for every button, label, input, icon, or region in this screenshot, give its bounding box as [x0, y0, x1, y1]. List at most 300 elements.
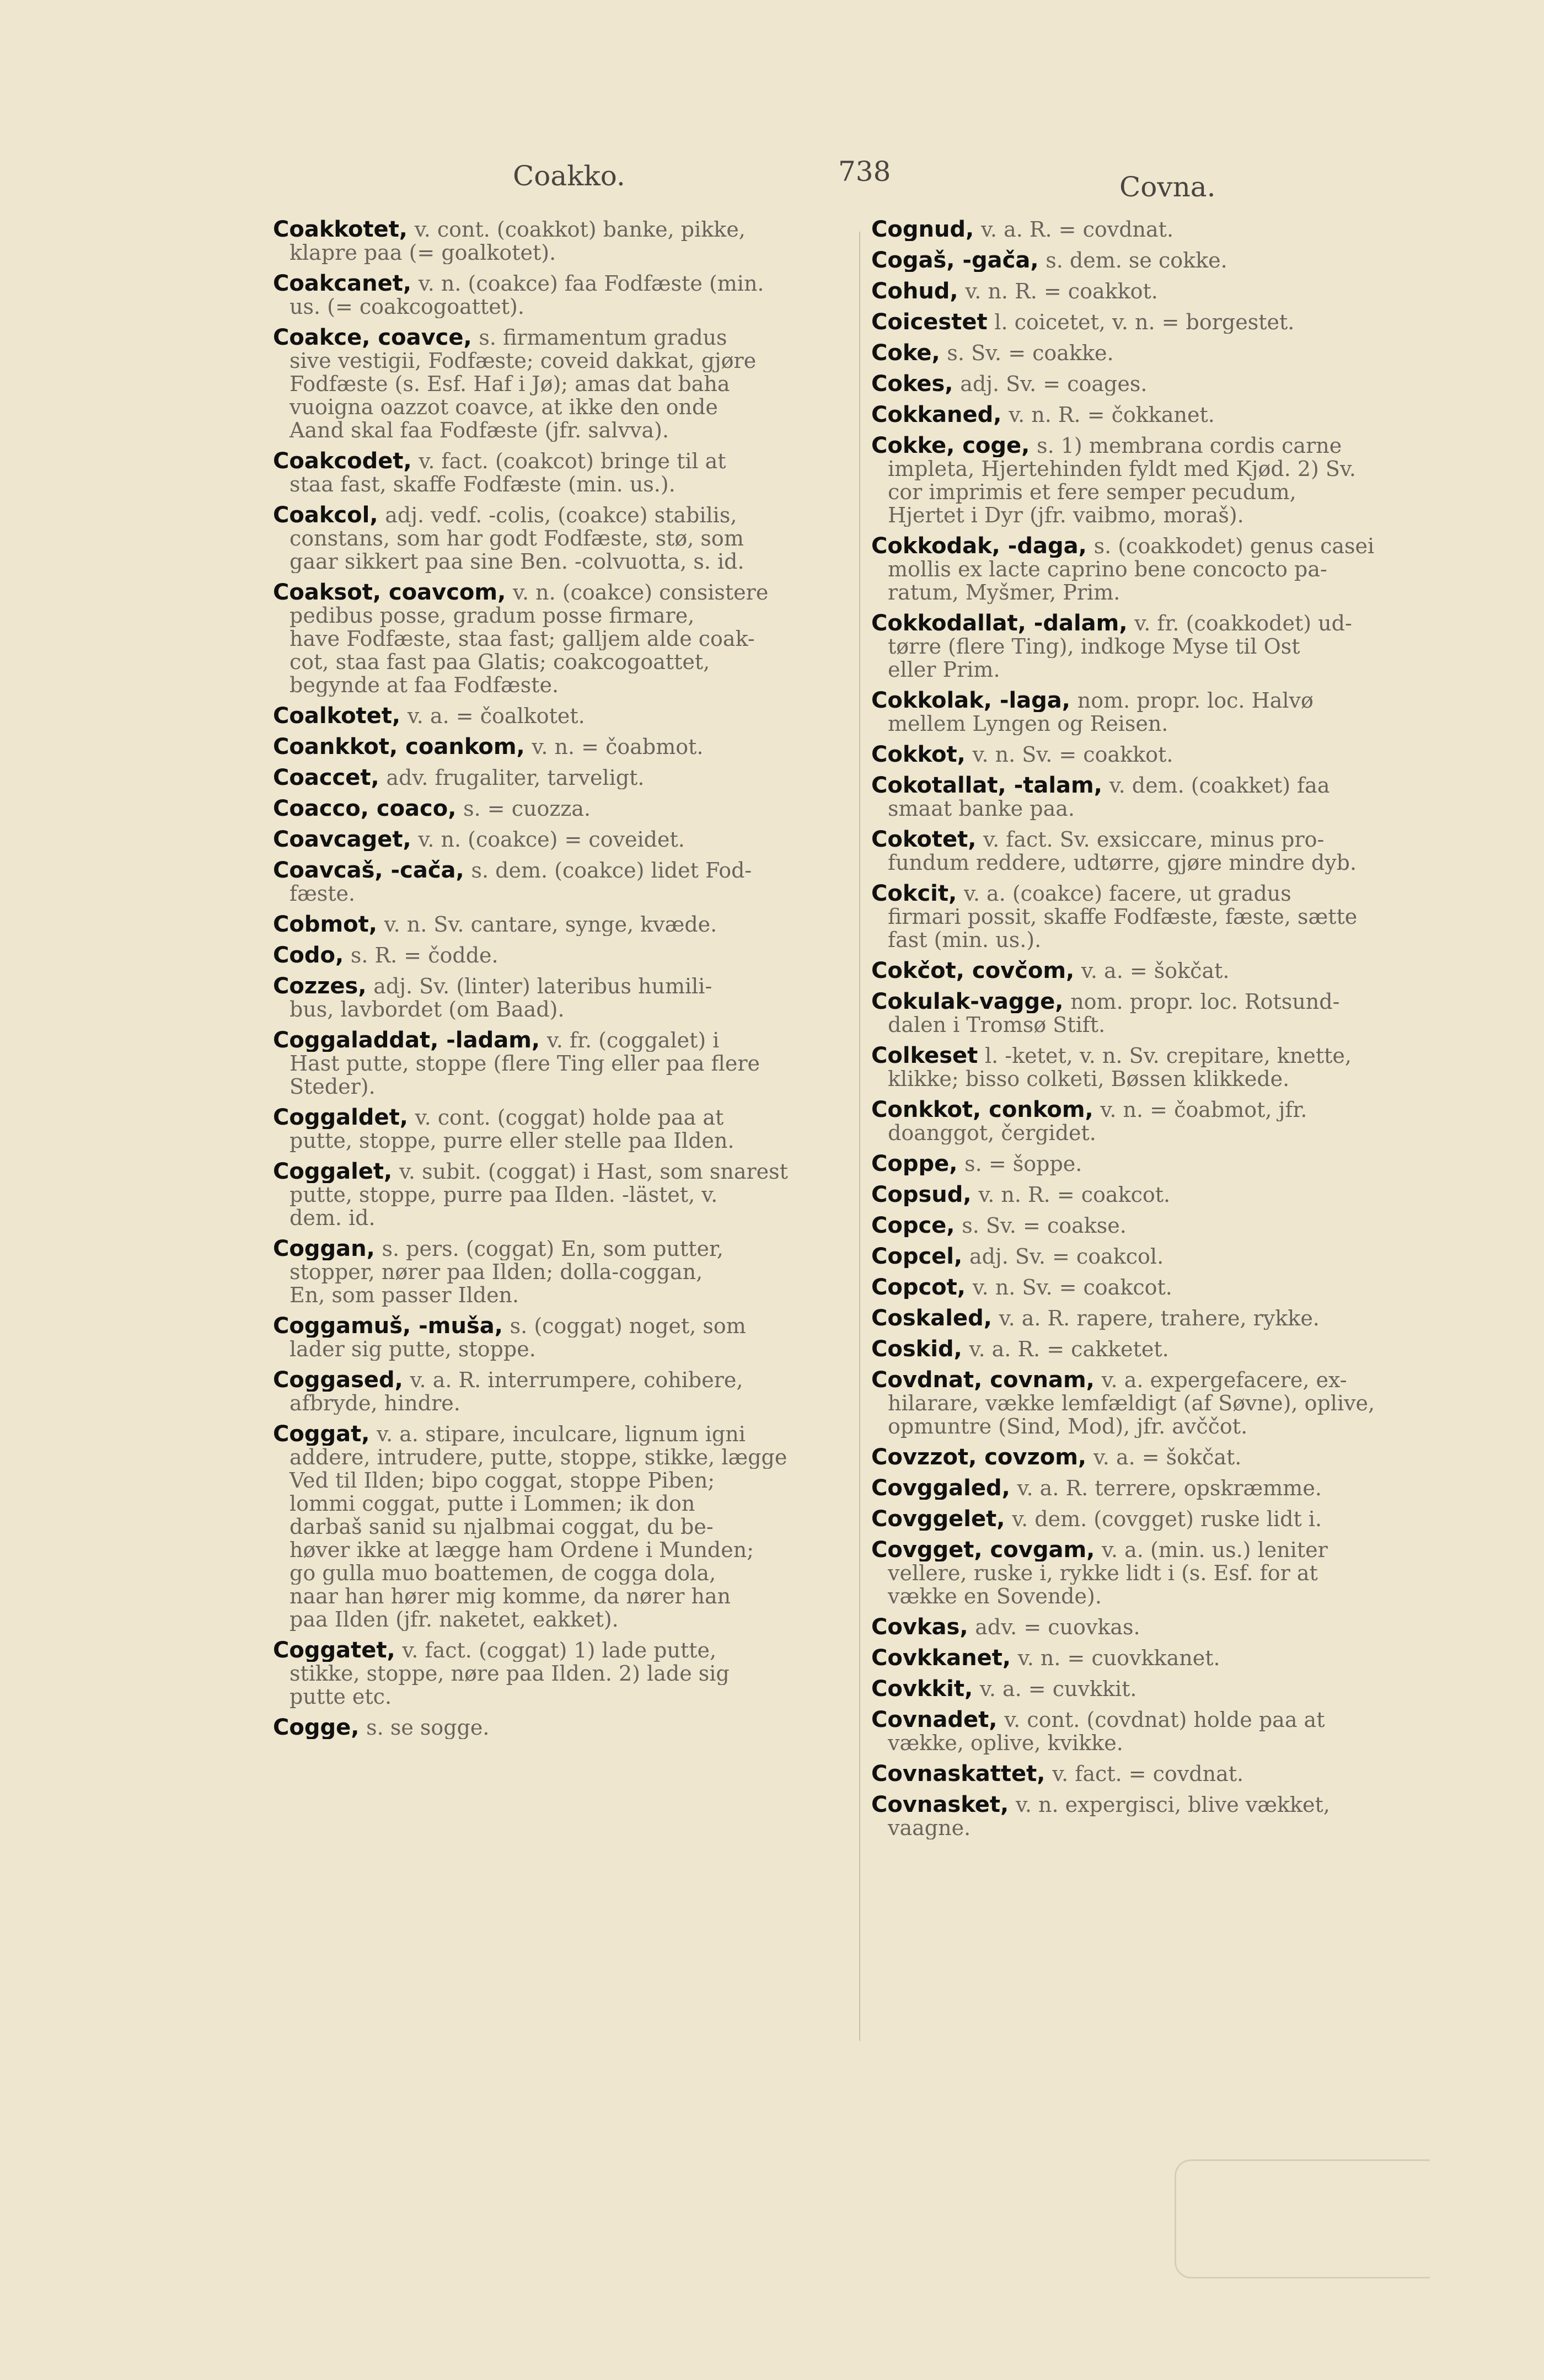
entry-headword: Covkkanet, [871, 1646, 1011, 1670]
entry-first-line [273, 859, 852, 882]
page-edge-tab [1175, 2159, 1430, 2279]
entry-definition-text: bus, lavbordet (om Baad). [290, 998, 565, 1021]
entry-definition-text: constans, som har godt Fodfæste, stø, som [290, 527, 744, 550]
entry-headword: Copcel, [871, 1245, 963, 1268]
entry-continuation-line [871, 1731, 1445, 1755]
entry-definition-text: sive vestigii, Fodfæste; coveid dakkat, gjøre [290, 349, 757, 372]
entry-continuation-line [273, 1338, 852, 1361]
entry-definition-text: staa fast, skaffe Fodfæste (min. us.). [290, 473, 675, 496]
entry-definition-text: paa Ilden (jfr. naketet, eakket). [290, 1608, 619, 1631]
entry-definition-text: nom. propr. loc. Halvø [1077, 689, 1314, 712]
entry-definition-text: s. 1) membrana cordis carne [1037, 434, 1342, 457]
entry-definition-text: v. n. expergisci, blive vækket, [1015, 1793, 1330, 1816]
entry-continuation-line [871, 1121, 1445, 1144]
entry-first-line [273, 797, 852, 820]
dictionary-entry [871, 403, 1445, 426]
entry-definition-text: Hast putte, stoppe (flere Ting eller paa flere [290, 1052, 760, 1075]
entry-definition-text: Steder). [290, 1075, 376, 1098]
entry-continuation-line [273, 1129, 852, 1152]
entry-headword: Covnaskattet, [871, 1762, 1046, 1785]
entry-continuation-line [871, 1415, 1445, 1438]
entry-definition-text: Ved til Ilden; bipo coggat, stoppe Piben; [290, 1469, 715, 1492]
entry-headword: Covzzot, covzom, [871, 1446, 1087, 1469]
dictionary-entry [273, 944, 852, 967]
entry-continuation-line [273, 1075, 852, 1098]
entry-first-line [871, 1793, 1445, 1816]
entry-definition-text: v. a. (coakce) facere, ut gradus [963, 882, 1291, 905]
entry-headword: Cokotet, [871, 828, 977, 851]
dictionary-entry [273, 828, 852, 851]
entry-headword: Cogge, [273, 1716, 360, 1739]
dictionary-entry [273, 1160, 852, 1229]
entry-continuation-line [871, 504, 1445, 527]
entry-definition-text: Hjertet i Dyr (jfr. vaibmo, moraš). [888, 504, 1244, 527]
entry-first-line [273, 1160, 852, 1183]
entry-definition-text: v. a. R. rapere, trahere, rykke. [999, 1307, 1320, 1330]
entry-definition-text: v. cont. (coggat) holde paa at [415, 1106, 724, 1129]
entry-definition-text: begynde at faa Fodfæste. [290, 673, 559, 697]
dictionary-entry [871, 1762, 1445, 1785]
entry-headword: Cokkaned, [871, 403, 1002, 426]
entry-definition-text: v. fact. = covdnat. [1052, 1762, 1244, 1785]
entry-headword: Codo, [273, 944, 344, 967]
entry-definition-text: fæste. [290, 882, 356, 905]
entry-continuation-line [273, 372, 852, 395]
dictionary-entry [871, 1276, 1445, 1299]
entry-continuation-line [871, 928, 1445, 951]
entry-definition-text: l. coicetet, v. n. = borgestet. [994, 311, 1295, 334]
page-header [0, 149, 1544, 203]
entry-headword: Coggaldet, [273, 1106, 408, 1129]
entry-headword: Covnasket, [871, 1793, 1009, 1816]
dictionary-entry [871, 249, 1445, 272]
entry-definition-text: v. n. (coakce) faa Fodfæste (min. [418, 272, 764, 295]
entry-definition-text: v. a. = šokčat. [1093, 1446, 1242, 1469]
entry-continuation-line [273, 550, 852, 573]
entry-continuation-line [871, 1392, 1445, 1415]
dictionary-entry [871, 743, 1445, 766]
entry-continuation-line [273, 419, 852, 442]
dictionary-entry [871, 1446, 1445, 1469]
entry-first-line [273, 1422, 852, 1446]
entry-headword: Cognud, [871, 218, 974, 241]
entry-continuation-line [871, 905, 1445, 928]
entry-definition-text: pedibus posse, gradum posse firmare, [290, 604, 695, 627]
entry-definition-text: impleta, Hjertehinden fyldt med Kjød. 2) Sv. [888, 457, 1357, 480]
entry-continuation-line [273, 1446, 852, 1469]
entry-continuation-line [273, 1183, 852, 1206]
dictionary-entry [273, 913, 852, 936]
entry-definition-text: fast (min. us.). [888, 928, 1042, 951]
entry-continuation-line [273, 627, 852, 650]
dictionary-entry [871, 1098, 1445, 1144]
entry-first-line [273, 1106, 852, 1129]
entry-continuation-line [871, 851, 1445, 874]
entry-continuation-line [273, 241, 852, 264]
entry-definition-text: mellem Lyngen og Reisen. [888, 712, 1168, 735]
entry-headword: Coicestet [871, 311, 988, 334]
entry-continuation-line [273, 1469, 852, 1492]
dictionary-entry [273, 504, 852, 573]
entry-definition-text: v. n. Sv. = coakcot. [972, 1276, 1172, 1299]
dictionary-entry [871, 959, 1445, 982]
entry-definition-text: høver ikke at lægge ham Ordene i Munden; [290, 1538, 754, 1561]
entry-definition-text: En, som passer Ilden. [290, 1283, 519, 1307]
dictionary-entry [273, 1106, 852, 1152]
entry-headword: Cohud, [871, 280, 958, 303]
entry-first-line [871, 1762, 1445, 1785]
dictionary-entry [273, 975, 852, 1021]
entry-definition-text: s. pers. (coggat) En, som putter, [382, 1237, 724, 1260]
entry-definition-text: v. dem. (coakket) faa [1109, 774, 1330, 797]
entry-continuation-line [273, 1206, 852, 1229]
entry-definition-text: us. (= coakcogoattet). [290, 295, 524, 318]
entry-definition-text: v. fr. (coggalet) i [546, 1029, 720, 1052]
dictionary-entry [273, 1029, 852, 1098]
entry-definition-text: v. n. = čoabmot. [532, 735, 704, 758]
entry-first-line [871, 828, 1445, 851]
entry-definition-text: v. n. Sv. = coakkot. [972, 743, 1173, 766]
entry-definition-text: v. a. = cuvkkit. [979, 1677, 1137, 1700]
dictionary-entry [871, 434, 1445, 527]
entry-first-line [273, 326, 852, 349]
dictionary-entry [871, 990, 1445, 1036]
entry-definition-text: stikke, stoppe, nøre paa Ilden. 2) lade sig [290, 1662, 730, 1685]
dictionary-entry [273, 272, 852, 318]
dictionary-entry [871, 1646, 1445, 1670]
entry-first-line [273, 581, 852, 604]
entry-definition-text: s. Sv. = coakke. [947, 341, 1114, 365]
entry-first-line [871, 1368, 1445, 1392]
entry-definition-text: v. fact. (coggat) 1) lade putte, [402, 1639, 717, 1662]
entry-continuation-line [871, 581, 1445, 604]
entry-definition-text: vække en Sovende). [888, 1585, 1102, 1608]
dictionary-entry [871, 1793, 1445, 1839]
dictionary-entry [871, 1044, 1445, 1090]
entry-first-line [871, 743, 1445, 766]
entry-definition-text: putte, stoppe, purre eller stelle paa Ilden. [290, 1129, 735, 1152]
dictionary-entry [273, 1716, 852, 1739]
entry-definition-text: vække, oplive, kvikke. [888, 1731, 1123, 1755]
entry-definition-text: s. = šoppe. [964, 1152, 1082, 1175]
entry-definition-text: s. dem. se cokke. [1046, 249, 1227, 272]
entry-definition-text: ratum, Myšmer, Prim. [888, 581, 1121, 604]
dictionary-entry [273, 1368, 852, 1415]
dictionary-entry [273, 797, 852, 820]
entry-definition-text: eller Prim. [888, 658, 1000, 681]
header-right-guideword: Covna. [1119, 171, 1216, 203]
entry-headword: Cokčot, covčom, [871, 959, 1075, 982]
entry-definition-text: doanggot, čergidet. [888, 1121, 1096, 1144]
entry-definition-text: v. a. R. terrere, opskræmme. [1017, 1477, 1322, 1500]
entry-definition-text: tørre (flere Ting), indkoge Myse til Ost [888, 635, 1300, 658]
entry-definition-text: v. subit. (coggat) i Hast, som snarest [399, 1160, 788, 1183]
dictionary-entry [871, 311, 1445, 334]
dictionary-entry [871, 1214, 1445, 1237]
entry-definition-text: s. Sv. = coakse. [962, 1214, 1127, 1237]
entry-continuation-line [871, 712, 1445, 735]
entry-definition-text: v. a. stipare, inculcare, lignum igni [377, 1422, 746, 1446]
entry-definition-text: s. (coggat) noget, som [510, 1314, 746, 1338]
header-left-guideword: Coakko. [513, 160, 625, 192]
entry-definition-text: v. n. Sv. cantare, synge, kvæde. [384, 913, 717, 936]
column-divider [859, 232, 860, 2041]
entry-headword: Covkas, [871, 1616, 968, 1639]
entry-definition-text: putte etc. [290, 1685, 392, 1708]
entry-first-line [273, 975, 852, 998]
entry-first-line [273, 272, 852, 295]
entry-headword: Coavcaget, [273, 828, 411, 851]
entry-definition-text: s. R. = čodde. [350, 944, 498, 967]
entry-definition-text: v. n. R. = coakkot. [965, 280, 1158, 303]
entry-continuation-line [273, 1685, 852, 1708]
entry-definition-text: hilarare, vække lemfældigt (af Søvne), oplive, [888, 1392, 1375, 1415]
entry-headword: Copsud, [871, 1183, 972, 1206]
entry-headword: Coggat, [273, 1422, 370, 1446]
entry-first-line [871, 689, 1445, 712]
entry-definition-text: v. cont. (covdnat) holde paa at [1004, 1708, 1325, 1731]
entry-first-line [871, 990, 1445, 1013]
entry-continuation-line [871, 480, 1445, 504]
entry-first-line [273, 766, 852, 789]
entry-definition-text: Fodfæste (s. Esf. Haf i Jø); amas dat baha [290, 372, 730, 395]
entry-first-line [871, 612, 1445, 635]
dictionary-entry [871, 1616, 1445, 1639]
entry-headword: Coaccet, [273, 766, 379, 789]
dictionary-entry [273, 859, 852, 905]
entry-first-line [273, 735, 852, 758]
entry-definition-text: fundum reddere, udtørre, gjøre mindre dyb. [888, 851, 1357, 874]
entry-definition-text: v. a. (min. us.) leniter [1102, 1538, 1328, 1561]
right-column [871, 218, 1445, 1847]
entry-first-line [871, 434, 1445, 457]
entry-definition-text: adj. Sv. = coages. [960, 372, 1148, 395]
entry-definition-text: s. (coakkodet) genus casei [1093, 534, 1375, 558]
entry-definition-text: v. a. R. = cakketet. [969, 1338, 1169, 1361]
entry-first-line [871, 249, 1445, 272]
entry-definition-text: gaar sikkert paa sine Ben. -colvuotta, s. id. [290, 550, 744, 573]
dictionary-entry [871, 882, 1445, 951]
entry-definition-text: v. a. R. interrumpere, cohibere, [410, 1368, 743, 1392]
entry-continuation-line [273, 1392, 852, 1415]
entry-definition-text: s. firmamentum gradus [479, 326, 727, 349]
entry-headword: Cogaš, -gača, [871, 249, 1039, 272]
entry-definition-text: darbaš sanid su njalbmai coggat, du be- [290, 1515, 714, 1538]
entry-continuation-line [871, 1013, 1445, 1036]
entry-continuation-line [273, 1283, 852, 1307]
entry-definition-text: vaagne. [888, 1816, 971, 1839]
dictionary-entry [871, 534, 1445, 604]
entry-definition-text: v. fact. Sv. exsiccare, minus pro- [983, 828, 1325, 851]
entry-first-line [871, 534, 1445, 558]
dictionary-entry [871, 1677, 1445, 1700]
entry-headword: Coke, [871, 341, 940, 365]
entry-first-line [871, 959, 1445, 982]
entry-continuation-line [273, 1492, 852, 1515]
entry-headword: Cozzes, [273, 975, 367, 998]
entry-headword: Colkeset [871, 1044, 978, 1067]
entry-first-line [273, 944, 852, 967]
entry-definition-text: vellere, ruske i, rykke lidt i (s. Esf. for at [888, 1561, 1318, 1585]
dictionary-entry [871, 689, 1445, 735]
entry-headword: Coggalet, [273, 1160, 393, 1183]
entry-definition-text: v. a. expergefacere, ex- [1101, 1368, 1347, 1392]
entry-headword: Coaksot, coavcom, [273, 581, 506, 604]
entry-headword: Covgget, covgam, [871, 1538, 1095, 1561]
entry-definition-text: s. = cuozza. [463, 797, 591, 820]
entry-definition-text: v. cont. (coakkot) banke, pikke, [414, 218, 746, 241]
entry-first-line [871, 403, 1445, 426]
entry-definition-text: dalen i Tromsø Stift. [888, 1013, 1106, 1036]
entry-headword: Covdnat, covnam, [871, 1368, 1095, 1392]
entry-definition-text: v. n. R. = čokkanet. [1009, 403, 1215, 426]
entry-continuation-line [273, 882, 852, 905]
dictionary-entry [273, 450, 852, 496]
entry-continuation-line [273, 295, 852, 318]
dictionary-entry [273, 218, 852, 264]
entry-definition-text: firmari possit, skaffe Fodfæste, fæste, sætte [888, 905, 1358, 928]
entry-continuation-line [273, 673, 852, 697]
entry-definition-text: have Fodfæste, staa fast; galljem alde coak- [290, 627, 755, 650]
dictionary-entry [273, 735, 852, 758]
dictionary-entry [273, 1237, 852, 1307]
dictionary-entry [871, 280, 1445, 303]
entry-headword: Covnadet, [871, 1708, 998, 1731]
entry-headword: Coacco, coaco, [273, 797, 457, 820]
entry-definition-text: adv. = cuovkas. [975, 1616, 1140, 1639]
entry-headword: Cokcit, [871, 882, 957, 905]
entry-first-line [871, 1214, 1445, 1237]
entry-headword: Copce, [871, 1214, 955, 1237]
entry-definition-text: cor imprimis et fere semper pecudum, [888, 480, 1296, 504]
dictionary-entry [871, 1152, 1445, 1175]
entry-continuation-line [273, 1585, 852, 1608]
entry-continuation-line [273, 650, 852, 673]
entry-definition-text: adj. Sv. = coakcol. [969, 1245, 1164, 1268]
entry-headword: Coggamuš, -muša, [273, 1314, 503, 1338]
entry-first-line [273, 913, 852, 936]
entry-definition-text: adv. frugaliter, tarveligt. [386, 766, 645, 789]
entry-headword: Copcot, [871, 1276, 966, 1299]
entry-first-line [871, 1245, 1445, 1268]
entry-definition-text: s. dem. (coakce) lidet Fod- [471, 859, 752, 882]
entry-headword: Conkkot, conkom, [871, 1098, 1093, 1121]
entry-definition-text: v. a. = čoalkotet. [407, 704, 585, 728]
entry-first-line [871, 1152, 1445, 1175]
entry-definition-text: v. n. = čoabmot, jfr. [1100, 1098, 1307, 1121]
entry-definition-text: adj. Sv. (linter) lateribus humili- [373, 975, 712, 998]
entry-definition-text: v. n. (coakce) consistere [513, 581, 769, 604]
entry-definition-text: stopper, nører paa Ilden; dolla-coggan, [290, 1260, 703, 1283]
dictionary-entry [871, 1507, 1445, 1531]
entry-first-line [871, 1307, 1445, 1330]
dictionary-entry [871, 1245, 1445, 1268]
dictionary-entry [273, 326, 852, 442]
entry-definition-text: klapre paa (= goalkotet). [290, 241, 556, 264]
entry-first-line [871, 1538, 1445, 1561]
entry-headword: Coggaladdat, -ladam, [273, 1029, 540, 1052]
dictionary-entry [871, 1368, 1445, 1438]
entry-first-line [273, 1716, 852, 1739]
entry-headword: Coskid, [871, 1338, 962, 1361]
entry-continuation-line [871, 1816, 1445, 1839]
entry-headword: Coalkotet, [273, 704, 401, 728]
entry-headword: Covkkit, [871, 1677, 973, 1700]
entry-first-line [273, 218, 852, 241]
entry-first-line [871, 1507, 1445, 1531]
entry-continuation-line [273, 1662, 852, 1685]
entry-definition-text: opmuntre (Sind, Mod), jfr. avččot. [888, 1415, 1248, 1438]
entry-first-line [273, 1639, 852, 1662]
dictionary-entry [273, 704, 852, 728]
entry-definition-text: smaat banke paa. [888, 797, 1075, 820]
entry-definition-text: cot, staa fast paa Glatis; coakcogoattet, [290, 650, 710, 673]
dictionary-entry [871, 1477, 1445, 1500]
entry-continuation-line [273, 1561, 852, 1585]
entry-continuation-line [273, 1052, 852, 1075]
entry-continuation-line [871, 1067, 1445, 1090]
dictionary-entry [273, 766, 852, 789]
entry-first-line [871, 1616, 1445, 1639]
entry-first-line [871, 1183, 1445, 1206]
entry-first-line [871, 218, 1445, 241]
entry-headword: Cobmot, [273, 913, 377, 936]
entry-headword: Coavcaš, -cača, [273, 859, 464, 882]
dictionary-entry [871, 774, 1445, 820]
entry-first-line [871, 1338, 1445, 1361]
dictionary-entry [871, 341, 1445, 365]
entry-first-line [871, 1477, 1445, 1500]
entry-headword: Cokes, [871, 372, 953, 395]
entry-definition-text: naar han hører mig komme, da nører han [290, 1585, 731, 1608]
entry-headword: Coppe, [871, 1152, 958, 1175]
entry-first-line [871, 1276, 1445, 1299]
entry-definition-text: l. -ketet, v. n. Sv. crepitare, knette, [984, 1044, 1352, 1067]
dictionary-entry [273, 1639, 852, 1708]
entry-definition-text: dem. id. [290, 1206, 376, 1229]
entry-definition-text: v. n. R. = coakcot. [978, 1183, 1171, 1206]
entry-continuation-line [871, 457, 1445, 480]
left-column [273, 218, 852, 1747]
entry-first-line [273, 1314, 852, 1338]
entry-definition-text: vuoigna oazzot coavce, at ikke den onde [290, 395, 718, 419]
entry-headword: Coggan, [273, 1237, 375, 1260]
dictionary-entry [871, 1538, 1445, 1608]
entry-continuation-line [871, 1561, 1445, 1585]
entry-headword: Cokke, coge, [871, 434, 1030, 457]
entry-headword: Coskaled, [871, 1307, 992, 1330]
entry-continuation-line [273, 1538, 852, 1561]
entry-definition-text: putte, stoppe, purre paa Ilden. -lästet, v. [290, 1183, 718, 1206]
dictionary-entry [871, 1183, 1445, 1206]
dictionary-entry [871, 828, 1445, 874]
entry-headword: Coggatet, [273, 1639, 395, 1662]
entry-headword: Coakce, coavce, [273, 326, 472, 349]
dictionary-entry [871, 1307, 1445, 1330]
entry-headword: Coankkot, coankom, [273, 735, 525, 758]
entry-continuation-line [871, 797, 1445, 820]
entry-continuation-line [273, 395, 852, 419]
entry-headword: Coakcol, [273, 504, 378, 527]
entry-first-line [871, 1708, 1445, 1731]
entry-first-line [871, 280, 1445, 303]
dictionary-entry [273, 581, 852, 697]
entry-continuation-line [871, 1585, 1445, 1608]
entry-first-line [871, 882, 1445, 905]
entry-definition-text: v. n. = cuovkkanet. [1017, 1646, 1220, 1670]
entry-first-line [273, 450, 852, 473]
dictionary-entry [871, 218, 1445, 241]
